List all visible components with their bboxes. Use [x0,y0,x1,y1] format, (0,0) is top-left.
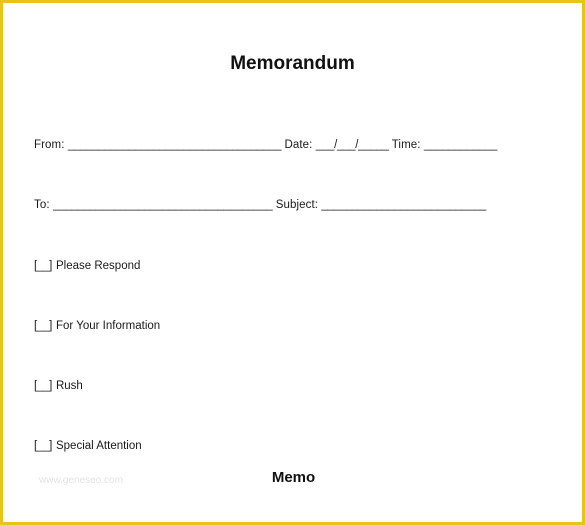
from-label: From: [34,139,65,151]
to-label: To: [34,199,50,211]
to-row [34,199,486,211]
checkbox[interactable]: [__] [34,440,52,452]
option-label: Special Attention [55,440,142,452]
option-please-respond[interactable] [34,260,140,272]
checkbox[interactable]: [__] [34,380,52,392]
time-label: Time: [391,139,421,151]
checkbox[interactable]: [__] [34,260,52,272]
option-rush[interactable] [34,380,83,392]
option-label: Please Respond [55,260,141,272]
subject-field[interactable]: ___________________________ [321,199,486,211]
from-row [34,139,497,151]
subject-label: Subject: [275,199,319,211]
date-label: Date: [284,139,313,151]
checkbox[interactable]: [__] [34,320,52,332]
option-label: Rush [55,380,83,392]
option-special-attention[interactable] [34,440,142,452]
option-label: For Your Information [55,320,161,332]
date-field[interactable]: ___/___/_____ [315,139,389,151]
option-for-your-information[interactable] [34,320,160,332]
time-field[interactable]: ____________ [423,139,497,151]
to-field[interactable]: ____________________________________ [52,199,273,211]
footer-title: Memo [271,469,316,486]
from-field[interactable]: ___________________________________ [67,139,282,151]
watermark: www.geneseo.com [39,475,123,486]
page-title: Memorandum [230,53,355,74]
